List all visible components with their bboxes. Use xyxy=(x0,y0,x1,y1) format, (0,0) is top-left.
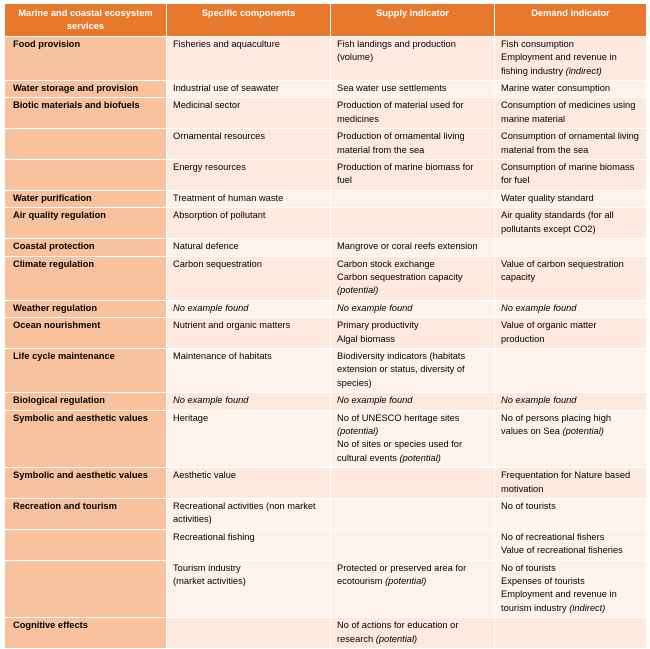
cell-line xyxy=(337,38,488,65)
cell-note: (potential) xyxy=(337,425,379,436)
cell-text: Treatment of human waste xyxy=(173,192,284,203)
cell-text: Heritage xyxy=(173,412,209,423)
cell-line xyxy=(337,438,488,465)
cell-line xyxy=(173,240,324,253)
table-row xyxy=(5,468,647,499)
cell-text: Algal biomass xyxy=(337,333,395,344)
cell-line xyxy=(337,130,488,157)
cell-text: Value of recreational fisheries xyxy=(501,545,623,556)
cell-line xyxy=(337,394,488,407)
cell-line xyxy=(173,258,324,271)
cell-text: No of tourists xyxy=(501,501,556,511)
table-row xyxy=(5,348,647,392)
supply-cell xyxy=(331,81,495,98)
cell-line xyxy=(501,500,640,513)
cell-line xyxy=(501,319,640,346)
cell-text: Primary productivity xyxy=(337,320,419,331)
cell-note: (potential) xyxy=(385,576,427,587)
cell-line xyxy=(173,302,324,315)
cell-line xyxy=(337,562,488,589)
service-cell: Coastal protection xyxy=(5,239,167,256)
cell-text: No of UNESCO heritage sites xyxy=(337,412,460,423)
table-row xyxy=(5,499,647,530)
components-cell xyxy=(167,560,331,618)
cell-line xyxy=(173,38,324,51)
components-cell xyxy=(167,393,331,410)
cell-line xyxy=(337,333,488,346)
cell-text: Water quality standard xyxy=(501,192,594,203)
cell-note: (potential) xyxy=(399,452,441,463)
cell-line xyxy=(501,394,640,407)
cell-text: Value of carbon sequestration capacity xyxy=(501,258,624,282)
service-cell: Weather regulation xyxy=(5,300,167,317)
cell-text: Production of ornamental living material from the sea xyxy=(337,131,465,155)
demand-cell xyxy=(495,256,647,300)
table-row xyxy=(5,560,647,618)
cell-note: No example found xyxy=(173,395,249,406)
table-body xyxy=(5,36,647,648)
demand-cell xyxy=(495,348,647,392)
service-cell xyxy=(5,560,167,618)
cell-text: Fish consumption xyxy=(501,38,574,49)
header-demand: Demand indicator xyxy=(495,4,647,37)
cell-note: (indirect) xyxy=(569,602,606,613)
header-services: Marine and coastal ecosystem services xyxy=(5,4,167,37)
cell-text: Consumption of medicines using marine material xyxy=(501,100,636,124)
cell-text: Tourism industry xyxy=(173,562,241,573)
cell-text: Absorption of pollutant xyxy=(173,210,266,221)
cell-line xyxy=(501,130,640,157)
cell-line xyxy=(337,240,488,253)
cell-line xyxy=(501,575,640,588)
service-cell: Recreation and tourism xyxy=(5,499,167,530)
cell-line xyxy=(501,38,640,51)
demand-cell xyxy=(495,529,647,560)
cell-line xyxy=(173,575,324,588)
service-cell: Ocean nourishment xyxy=(5,318,167,349)
cell-text: Production of marine biomass for fuel xyxy=(337,162,474,186)
components-cell xyxy=(167,81,331,98)
cell-text: No of sites or species used for cultural events xyxy=(337,439,463,463)
cell-text: Industrial use of seawater xyxy=(173,83,279,94)
cell-line xyxy=(337,619,488,646)
demand-cell xyxy=(495,468,647,499)
cell-text: Frequentation for Nature based motivation xyxy=(501,470,631,494)
service-cell: Life cycle maintenance xyxy=(5,348,167,392)
cell-line xyxy=(501,161,640,188)
service-cell xyxy=(5,129,167,160)
components-cell xyxy=(167,160,331,191)
cell-note: (indirect) xyxy=(565,65,602,76)
cell-note: (potential) xyxy=(375,633,418,644)
cell-text: Marine water consumption xyxy=(501,83,611,94)
header-supply: Supply indicator xyxy=(331,4,495,37)
cell-text: No of persons placing high values on Sea xyxy=(501,412,612,436)
components-cell xyxy=(167,208,331,239)
service-cell xyxy=(5,160,167,191)
cell-line xyxy=(501,99,640,126)
table-row xyxy=(5,300,647,317)
table-row xyxy=(5,410,647,468)
service-cell: Water storage and provision xyxy=(5,81,167,98)
cell-text: Natural defence xyxy=(173,241,239,252)
service-cell: Food provision xyxy=(5,36,167,80)
cell-text: Air quality standards (for all pollutants except CO2) xyxy=(501,210,614,234)
cell-text: Biodiversity indicators (habitats extension or status, diversity of species) xyxy=(337,350,466,388)
cell-note: No example found xyxy=(501,302,577,313)
cell-text: (market activities) xyxy=(173,576,246,587)
cell-text: Expenses of tourists xyxy=(501,576,585,587)
components-cell xyxy=(167,618,331,649)
cell-text: Carbon sequestration capacity xyxy=(337,271,463,282)
components-cell xyxy=(167,348,331,392)
cell-line xyxy=(173,192,324,205)
table-row xyxy=(5,318,647,349)
supply-cell xyxy=(331,190,495,207)
service-cell: Symbolic and aesthetic values xyxy=(5,410,167,468)
table-row xyxy=(5,529,647,560)
cell-line xyxy=(337,271,488,298)
supply-cell xyxy=(331,499,495,530)
service-cell: Symbolic and aesthetic values xyxy=(5,468,167,499)
cell-text: Recreational activities (non market activities) xyxy=(173,501,316,525)
table-row xyxy=(5,98,647,129)
cell-line xyxy=(337,350,488,390)
cell-text: No of actions for education or research xyxy=(337,620,459,644)
supply-cell xyxy=(331,393,495,410)
service-cell: Biotic materials and biofuels xyxy=(5,98,167,129)
cell-line xyxy=(337,302,488,315)
supply-cell xyxy=(331,129,495,160)
cell-text: Consumption of marine biomass for fuel xyxy=(501,162,635,186)
cell-line xyxy=(173,500,324,527)
cell-text: Value of organic matter production xyxy=(501,320,597,344)
cell-line xyxy=(173,161,324,174)
table-row xyxy=(5,618,647,649)
cell-line xyxy=(337,319,488,332)
components-cell xyxy=(167,499,331,530)
cell-line xyxy=(501,51,640,78)
cell-text: Fish landings and production (volume) xyxy=(337,38,456,63)
cell-text: Energy resources xyxy=(173,162,246,173)
service-cell xyxy=(5,529,167,560)
cell-line xyxy=(173,469,324,482)
demand-cell xyxy=(495,190,647,207)
table-row xyxy=(5,160,647,191)
table-row xyxy=(5,36,647,80)
supply-cell xyxy=(331,256,495,300)
cell-text: Ornamental resources xyxy=(173,131,265,142)
supply-cell xyxy=(331,36,495,80)
cell-line xyxy=(337,412,488,439)
demand-cell xyxy=(495,208,647,239)
table-row xyxy=(5,81,647,98)
demand-cell xyxy=(495,300,647,317)
demand-cell xyxy=(495,618,647,649)
demand-cell xyxy=(495,98,647,129)
cell-line xyxy=(501,562,640,575)
cell-text: Protected or preserved area for ecotourism xyxy=(337,562,467,587)
header-components: Specific components xyxy=(167,4,331,37)
demand-cell xyxy=(495,318,647,349)
demand-cell xyxy=(495,81,647,98)
ecosystem-services-table xyxy=(4,3,647,649)
cell-text: Sea water use settlements xyxy=(337,83,447,94)
service-cell: Cognitive effects xyxy=(5,618,167,649)
service-cell: Water purification xyxy=(5,190,167,207)
cell-text: No of recreational fishers xyxy=(501,531,605,542)
supply-cell xyxy=(331,529,495,560)
cell-line xyxy=(501,82,640,95)
cell-line xyxy=(173,82,324,95)
cell-text: Employment and revenue in tourism industry xyxy=(501,589,617,613)
supply-cell xyxy=(331,618,495,649)
components-cell xyxy=(167,129,331,160)
demand-cell xyxy=(495,560,647,618)
cell-text: Recreational fishing xyxy=(173,531,255,542)
supply-cell xyxy=(331,410,495,468)
cell-note: (potential) xyxy=(562,425,604,436)
supply-cell xyxy=(331,300,495,317)
supply-cell xyxy=(331,560,495,618)
cell-line xyxy=(501,531,640,544)
cell-line xyxy=(173,562,324,575)
cell-text: Employment and revenue in fishing industry xyxy=(501,52,617,76)
cell-line xyxy=(173,350,324,363)
cell-text: Mangrove or coral reefs extension xyxy=(337,241,478,252)
demand-cell xyxy=(495,499,647,530)
components-cell xyxy=(167,190,331,207)
components-cell xyxy=(167,239,331,256)
cell-line xyxy=(501,544,640,557)
cell-line xyxy=(337,82,488,95)
supply-cell xyxy=(331,348,495,392)
cell-note: No example found xyxy=(337,302,413,313)
cell-text: Aesthetic value xyxy=(173,470,237,481)
demand-cell xyxy=(495,410,647,468)
cell-line xyxy=(337,99,488,126)
components-cell xyxy=(167,468,331,499)
cell-line xyxy=(173,319,324,332)
components-cell xyxy=(167,529,331,560)
cell-line xyxy=(501,209,640,236)
cell-line xyxy=(173,412,324,425)
components-cell xyxy=(167,256,331,300)
cell-note: No example found xyxy=(173,302,249,313)
supply-cell xyxy=(331,208,495,239)
table-row xyxy=(5,129,647,160)
cell-note: (potential) xyxy=(337,285,379,296)
service-cell: Air quality regulation xyxy=(5,208,167,239)
cell-note: No example found xyxy=(337,395,413,406)
table-row xyxy=(5,208,647,239)
demand-cell xyxy=(495,129,647,160)
cell-text: Fisheries and aquaculture xyxy=(173,38,280,49)
cell-text: Carbon stock exchange xyxy=(337,258,435,269)
demand-cell xyxy=(495,36,647,80)
components-cell xyxy=(167,318,331,349)
cell-text: No of tourists xyxy=(501,562,556,573)
cell-line xyxy=(337,258,488,271)
supply-cell xyxy=(331,98,495,129)
header-row xyxy=(5,4,647,37)
cell-text: Consumption of ornamental living material from the sea xyxy=(501,131,639,155)
cell-line xyxy=(173,99,324,112)
components-cell xyxy=(167,36,331,80)
cell-line xyxy=(173,209,324,222)
supply-cell xyxy=(331,239,495,256)
cell-note: No example found xyxy=(501,395,577,406)
cell-line xyxy=(173,394,324,407)
demand-cell xyxy=(495,160,647,191)
service-cell: Climate regulation xyxy=(5,256,167,300)
cell-line xyxy=(173,130,324,143)
table-row xyxy=(5,256,647,300)
supply-cell xyxy=(331,318,495,349)
service-cell: Biological regulation xyxy=(5,393,167,410)
cell-text: Production of material used for medicines xyxy=(337,100,464,124)
components-cell xyxy=(167,410,331,468)
cell-text: Maintenance of habitats xyxy=(173,350,272,361)
cell-line xyxy=(501,258,640,285)
demand-cell xyxy=(495,239,647,256)
cell-line xyxy=(501,588,640,615)
cell-text: Nutrient and organic matters xyxy=(173,320,291,331)
cell-line xyxy=(337,161,488,188)
components-cell xyxy=(167,98,331,129)
cell-line xyxy=(173,531,324,544)
cell-line xyxy=(501,469,640,496)
table-row xyxy=(5,190,647,207)
cell-line xyxy=(501,412,640,439)
components-cell xyxy=(167,300,331,317)
table-row xyxy=(5,239,647,256)
supply-cell xyxy=(331,160,495,191)
cell-line xyxy=(501,302,640,315)
cell-text: Carbon sequestration xyxy=(173,258,262,269)
demand-cell xyxy=(495,393,647,410)
supply-cell xyxy=(331,468,495,499)
cell-text: Medicinal sector xyxy=(173,100,241,111)
cell-line xyxy=(501,192,640,205)
table-row xyxy=(5,393,647,410)
